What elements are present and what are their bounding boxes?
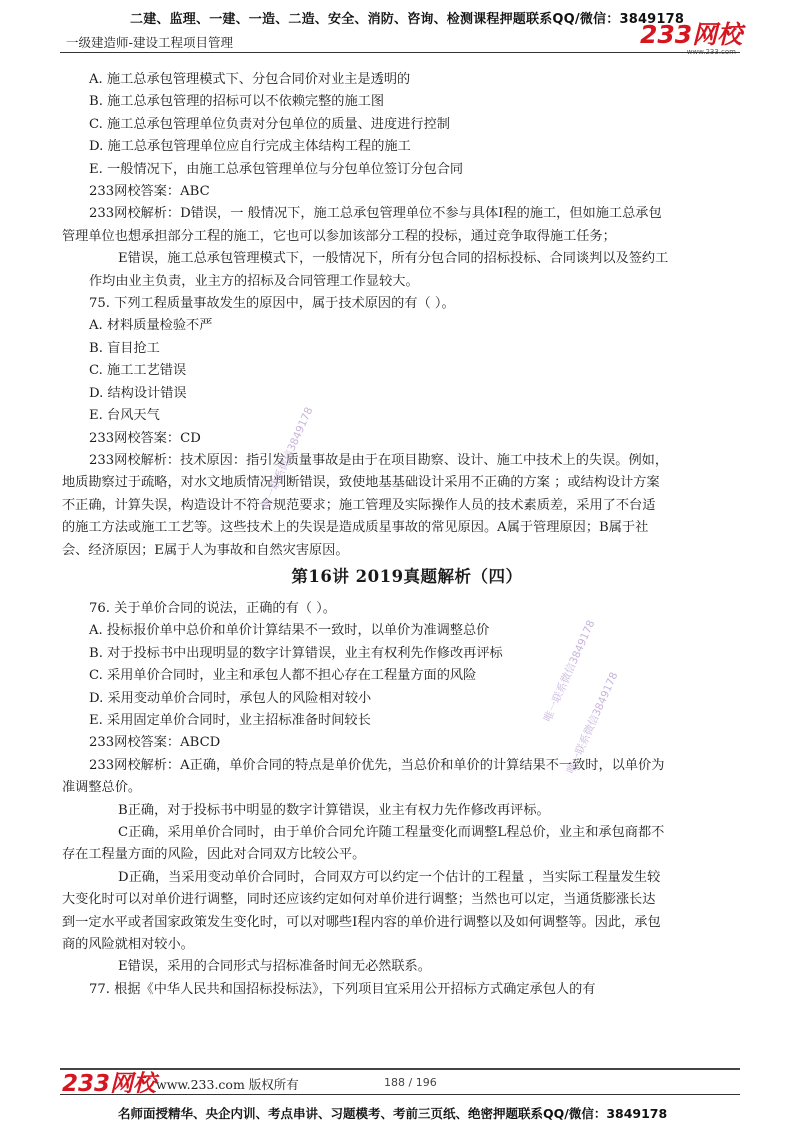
option-line: E. 台风天气 [89, 408, 160, 424]
analysis-line: 大变化时可以对单价进行调整，同时还应该约定如何对单价进行调整；当然也可以定，当通货膨涨长达 [62, 892, 656, 908]
question-74-options [62, 69, 752, 181]
footer-contact-line: 名师面授精华、央企内训、考点串讲、习题模考、考前三页纸、绝密押题联系QQ/微信：3849178 [118, 1106, 668, 1121]
analysis-line: 管理单位也想承担部分工程的施工，它也可以参加该部分工程的投标，通过竞争取得施工任务； [62, 228, 616, 244]
watermark-text: 唯一联系微信3849178 [564, 670, 621, 776]
analysis-line: E错误，施工总承包管理模式下，一般情况下，所有分包合同的招标投标、合同谈判以及签约工 [118, 251, 669, 267]
analysis-line: 作均由业主负责，业主方的招标及合同管理工作显较大。 [89, 273, 419, 289]
analysis-line: 存在工程量方面的风险，因此对合同双方比较公平。 [62, 847, 366, 863]
analysis-line: 地质勘察过于疏略，对水文地质情况判断错误，致使地基基础设计采用不正确的方案 ；或结构设计方案 [62, 475, 660, 491]
answer-line: 233网校答案：CD [89, 430, 201, 446]
analysis-paragraph [62, 450, 752, 562]
question-77-stem: 77. 根据《中华人民共和国招标投标法》，下列项目宜采用公开招标方式确定承包人的有 [89, 981, 596, 997]
header-divider [60, 52, 740, 53]
section-title: 第16讲 2019真题解析（四） [291, 566, 523, 586]
footer-divider-bottom [60, 1094, 740, 1095]
answer-line: 233网校答案：ABCD [89, 735, 221, 751]
analysis-line: 到一定水平或者国家政策发生变化时，可以对哪些I程内容的单价进行调整以及如何调整等。因此，承包 [62, 914, 661, 930]
footer-copyright: www.233.com 版权所有 [156, 1077, 299, 1092]
option-line: B. 施工总承包管理的招标可以不依赖完整的施工图 [89, 94, 385, 110]
option-line: C. 施工工艺错误 [89, 363, 187, 379]
analysis-line: B正确，对于投标书中明显的数字计算错误，业主有权力先作修改再评标。 [118, 802, 550, 818]
header-contact-line: 二建、监理、一建、一造、二造、安全、消防、咨询、检测课程押题联系QQ/微信：3849178 [130, 12, 685, 27]
analysis-paragraph [62, 755, 752, 979]
header-subject-title: 一级建造师-建设工程项目管理 [66, 35, 234, 50]
analysis-line: C正确，采用单价合同时，由于单价合同允许随工程量变化而调整L程总价，业主和承包商都不 [118, 825, 665, 840]
analysis-line: D正确，当采用变动单价合同时，合同双方可以约定一个估计的工程量 ，当实际工程量发生较 [118, 869, 661, 885]
analysis-line: 的施工方法或施工工艺等。这些技术上的失误是造成质星事故的常见原因。A属于管理原因；B属于社 [62, 520, 649, 536]
analysis-line: 不正确，计算失误，构造设计不符合规范要求；施工管理及实际操作人员的技术素质差，采用了不台适 [62, 497, 656, 513]
option-line: A. 材料质量检验不严 [89, 318, 213, 334]
question-75-options [62, 315, 752, 427]
analysis-line: 233网校解析：A正确，单价合同的特点是单价优先，当总价和单价的计算结果不一致时，以单价为 [89, 757, 665, 773]
analysis-line: 商的风险就相对较小。 [62, 937, 194, 953]
option-line: D. 结构设计错误 [89, 385, 187, 401]
question-75-stem: 75. 下列工程质量事故发生的原因中，属于技术原因的有（ ）。 [89, 296, 455, 312]
question-76-options [62, 620, 752, 732]
option-line: C. 采用单价合同时，业主和承包人都不担心存在工程量方面的风险 [89, 668, 477, 684]
page-number: 188 / 196 [384, 1076, 437, 1089]
logo-text: 233网校 [640, 20, 743, 49]
analysis-line: 233网校解析：技术原因：指引发质量事故是由于在项目勘察、设计、施工中技术上的失误。例如， [89, 452, 669, 468]
option-line: B. 盲目抢工 [89, 340, 160, 356]
analysis-line: 233网校解析：D错误，一 般情况下，施工总承包管理单位不参与具体I程的施工，但如施工总承包 [89, 206, 662, 222]
option-line: D. 施工总承包管理单位应自行完成主体结构工程的施工 [89, 139, 411, 155]
option-line: A. 施工总承包管理模式下、分包合同价对业主是透明的 [89, 72, 411, 87]
analysis-line: 会、经济原因；E属于人为事故和自然灾害原因。 [62, 542, 349, 558]
option-line: B. 对于投标书中出现明显的数字计算错误，业主有权利先作修改再评标 [89, 645, 503, 661]
watermark-text: 唯一联系微信3849178 [541, 618, 598, 724]
document-body [62, 69, 752, 1001]
watermark-text: 唯一联系微信3849178 [259, 405, 316, 511]
option-line: D. 采用变动单价合同时，承包人的风险相对较小 [89, 690, 372, 706]
analysis-line: 准调整总价。 [62, 780, 142, 796]
option-line: E. 一般情况下，由施工总承包管理单位与分包单位签订分包合同 [89, 161, 464, 177]
option-line: E. 采用固定单价合同时，业主招标准备时间较长 [89, 712, 371, 728]
analysis-paragraph [62, 203, 752, 293]
option-line: A. 投标报价单中总价和单价计算结果不一致时，以单价为准调整总价 [89, 623, 490, 639]
answer-line: 233网校答案：ABC [89, 184, 210, 200]
option-line: C. 施工总承包管理单位负责对分包单位的质量、进度进行控制 [89, 116, 450, 132]
footer-divider [60, 1068, 740, 1070]
header-logo [640, 22, 760, 56]
logo-subtext: www.233.com [686, 48, 736, 56]
question-76-stem: 76. 关于单价合同的说法，正确的有（ ）。 [89, 600, 336, 616]
analysis-line: E错误，采用的合同形式与招标准备时间无必然联系。 [118, 959, 431, 975]
logo-text: 233网校 [62, 1071, 157, 1097]
